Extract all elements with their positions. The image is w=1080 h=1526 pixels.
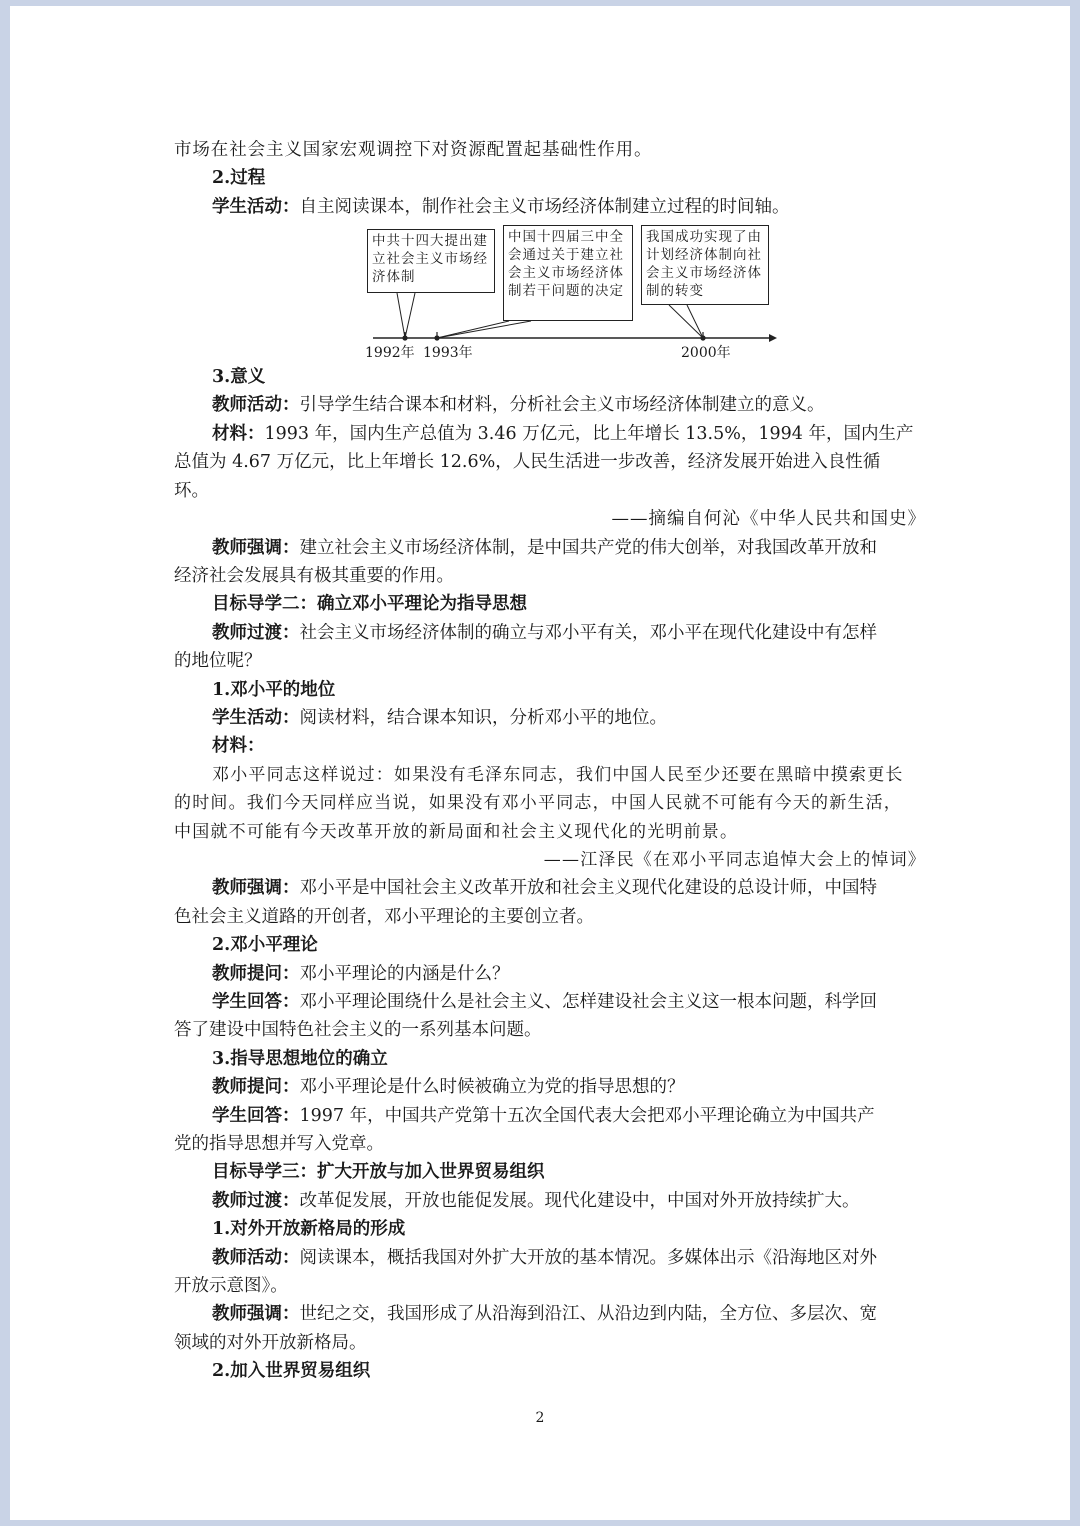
- section-heading: 1.邓小平的地位: [212, 680, 336, 700]
- paragraph-line: [212, 959, 926, 989]
- section-heading: 2.过程: [212, 168, 266, 188]
- section-heading: 2.邓小平理论: [212, 935, 318, 955]
- citation: ——江泽民《在邓小平同志追悼大会上的悼词》: [543, 850, 926, 870]
- line-text: 建立社会主义市场经济体制，是中国共产党的伟大创举，对我国改革开放和: [299, 538, 877, 558]
- timeline-figure: [359, 225, 799, 375]
- role-label: 学生回答：: [212, 1106, 300, 1126]
- quote-line: 的时间。我们今天同样应当说，如果没有邓小平同志，中国人民就不可能有今天的新生活，: [174, 793, 902, 813]
- callout-1992-right: [405, 293, 415, 338]
- paragraph-line: 答了建设中国特色社会主义的一系列基本问题。: [174, 1020, 542, 1040]
- callout-2000-left: [669, 305, 703, 338]
- role-label: 教师活动：: [212, 1248, 300, 1268]
- timeline-year-1992: 1992年: [365, 345, 415, 361]
- role-label: 学生活动：: [212, 197, 300, 217]
- paragraph-line: [212, 873, 926, 903]
- paragraph-line: 领域的对外开放新格局。: [174, 1333, 367, 1353]
- paragraph-line: [212, 533, 926, 563]
- section-heading: 2.加入世界贸易组织: [212, 1361, 371, 1381]
- paragraph-line: 环。: [174, 481, 209, 501]
- role-label: 教师提问：: [212, 1077, 300, 1097]
- quote-line: 邓小平同志这样说过：如果没有毛泽东同志，我们中国人民至少还要在黑暗中摸索更长: [212, 765, 904, 785]
- paragraph-line: [212, 419, 926, 449]
- paragraph-line: 色社会主义道路的开创者，邓小平理论的主要创立者。: [174, 907, 594, 927]
- timeline-arrow: [769, 334, 777, 342]
- quote-line: 中国就不可能有今天改革开放的新局面和社会主义现代化的光明前景。: [174, 822, 739, 842]
- document-page: [10, 6, 1070, 1520]
- paragraph-line: 经济社会发展具有极其重要的作用。: [174, 566, 454, 586]
- line-text: 世纪之交，我国形成了从沿海到沿江、从沿边到内陆，全方位、多层次、宽: [299, 1304, 877, 1324]
- paragraph-line: 市场在社会主义国家宏观调控下对资源配置起基础性作用。: [174, 140, 653, 160]
- role-label: 材料：: [212, 424, 265, 444]
- line-text: 邓小平理论围绕什么是社会主义、怎样建设社会主义这一根本问题，科学回: [299, 992, 877, 1012]
- paragraph-line: [212, 390, 926, 420]
- role-label: 教师过渡：: [212, 1191, 300, 1211]
- paragraph-line: [212, 1243, 926, 1273]
- line-text: 社会主义市场经济体制的确立与邓小平有关，邓小平在现代化建设中有怎样: [299, 623, 877, 643]
- line-text: 引导学生结合课本和材料，分析社会主义市场经济体制建立的意义。: [299, 395, 825, 415]
- timeline-event-2000: 我国成功实现了由计划经济体制向社会主义市场经济体制的转变: [641, 225, 769, 305]
- line-text: 阅读课本，概括我国对外扩大开放的基本情况。多媒体出示《沿海地区对外: [299, 1248, 877, 1268]
- line-text: 1997 年，中国共产党第十五次全国代表大会把邓小平理论确立为中国共产: [299, 1106, 875, 1126]
- callout-1992-left: [397, 293, 405, 338]
- material-label: 材料：: [212, 736, 265, 756]
- role-label: 学生活动：: [212, 708, 300, 728]
- callout-2000-right: [687, 305, 703, 338]
- paragraph-line: [212, 1072, 926, 1102]
- paragraph-line: [212, 1101, 926, 1131]
- role-label: 教师强调：: [212, 878, 300, 898]
- callout-1993-left: [437, 321, 509, 338]
- paragraph-line: [212, 1299, 926, 1329]
- line-text: 改革促发展，开放也能促发展。现代化建设中，中国对外开放持续扩大。: [299, 1191, 860, 1211]
- paragraph-line: 党的指导思想并写入党章。: [174, 1134, 384, 1154]
- paragraph-line: [212, 703, 926, 733]
- section-heading: 目标导学二：确立邓小平理论为指导思想: [212, 594, 527, 614]
- section-heading: 1.对外开放新格局的形成: [212, 1219, 406, 1239]
- paragraph-line: [212, 987, 926, 1017]
- timeline-event-1993: 中国十四届三中全会通过关于建立社会主义市场经济体制若干问题的决定: [503, 225, 633, 321]
- paragraph-line: 开放示意图》。: [174, 1276, 288, 1296]
- page-number: 2: [535, 1410, 545, 1426]
- role-label: 教师提问：: [212, 964, 300, 984]
- role-label: 教师强调：: [212, 1304, 300, 1324]
- role-label: 教师强调：: [212, 538, 300, 558]
- line-text: 1993 年，国内生产总值为 3.46 万亿元，比上年增长 13.5%，1994 年，国内生产: [264, 424, 914, 444]
- role-label: 教师过渡：: [212, 623, 300, 643]
- timeline-year-1993: 1993年: [423, 345, 473, 361]
- paragraph-line: [212, 192, 926, 222]
- line-text: 邓小平理论的内涵是什么？: [299, 964, 510, 984]
- line-text: 邓小平是中国社会主义改革开放和社会主义现代化建设的总设计师，中国特: [299, 878, 877, 898]
- timeline-event-1992: 中共十四大提出建立社会主义市场经济体制: [367, 229, 495, 293]
- paragraph-line: 的地位呢？: [174, 651, 262, 671]
- line-text: 自主阅读课本，制作社会主义市场经济体制建立过程的时间轴。: [299, 197, 790, 217]
- paragraph-line: [212, 618, 926, 648]
- timeline-year-2000: 2000年: [681, 345, 731, 361]
- section-heading: 3.指导思想地位的确立: [212, 1049, 388, 1069]
- line-text: 邓小平理论是什么时候被确立为党的指导思想的？: [299, 1077, 685, 1097]
- citation: ——摘编自何沁《中华人民共和国史》: [611, 509, 926, 529]
- paragraph-line: 总值为 4.67 万亿元，比上年增长 12.6%，人民生活进一步改善，经济发展开始进入良性循: [174, 452, 881, 472]
- section-heading: 3.意义: [212, 367, 266, 387]
- section-heading: 目标导学三：扩大开放与加入世界贸易组织: [212, 1162, 545, 1182]
- role-label: 教师活动：: [212, 395, 300, 415]
- callout-1993-right: [437, 321, 531, 338]
- paragraph-line: [212, 1186, 926, 1216]
- line-text: 阅读材料，结合课本知识，分析邓小平的地位。: [299, 708, 667, 728]
- role-label: 学生回答：: [212, 992, 300, 1012]
